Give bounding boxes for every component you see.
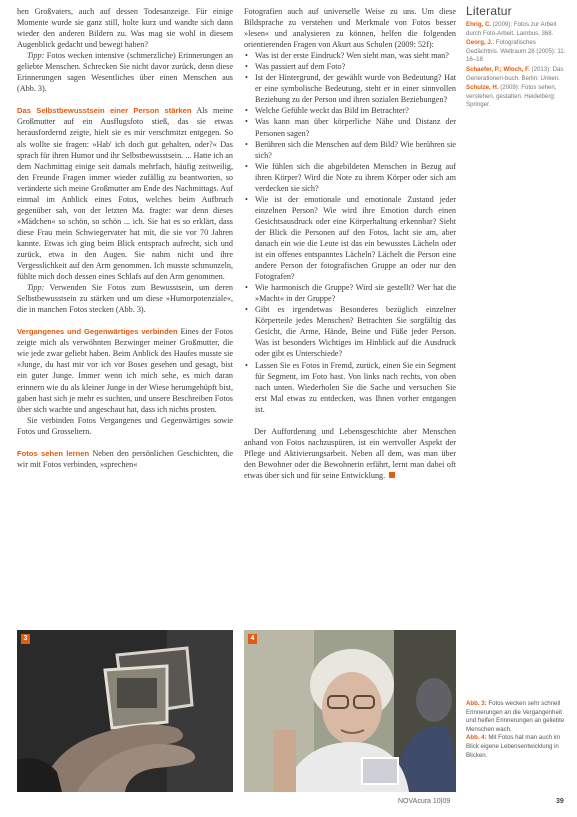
literature-item	[466, 66, 566, 83]
literature-author: Schaefer, P.; Wloch, F.	[466, 66, 530, 74]
photo-elderly-woman	[244, 630, 456, 792]
literature-item	[466, 84, 566, 110]
list-item: • Was ist der erste Eindruck? Wen sieht man, was sieht man?	[244, 50, 456, 61]
question-list	[244, 50, 456, 415]
literature-author: Schulze, H.	[466, 84, 499, 92]
page-number: 39	[556, 798, 564, 805]
list-item: • Berühren sich die Menschen auf dem Bild? Wie berühren sie sich?	[244, 139, 456, 161]
list-item: • Was passiert auf dem Foto?	[244, 61, 456, 72]
closing-text: Der Aufforderung und Lebensgeschichte aber Menschen anhand von Fotos nachzuspüren, ist ein wertvoller Aspekt der Pflege und Aktivierungsarbeit. Neben all dem, was man über den Bewohner oder die Bewohnerin erfährt, lernt man dabei oft etwas über sich und für seine Entwicklung.	[244, 426, 456, 480]
section-text: Als meine Großmutter auf ein Ausflugsfoto stieß, das sie etwas herausfordernd zeigte, hielt sie es mir verschmitzt entgegen. So als wollte sie fragen: »Hab' ich doch gut gehalten, oder?« Das sprach für ihren Humor und ihr Selbstbewusstsein. ... Hatte ich an dem Nachmittag einige seit damals mehrfach, häufig zeitweilig, den Freunde Fragen immer wieder zufällig zu beantworten, so veränderte sich meine Großmutter am Ende des Nachmittags. Auf einmal im Anblick eines Fotos, welches beim Aufbruch gegenüber sah, von der letzten Ma. fragte: war denn dieses »Mädchen« so schön, so schön ... ich. Sie hat es so erklärt, dass diese Frau mein Schwiegervater hat mit, die sie vor 70 Jahren kannte. Etwas ich ging beim Blick entsprach aufrecht, sich und zurück, etwa in den Augen. Sie nahm nicht und ihre Vergesslichkeit auf den Arm genommen. Ich musste schmunzeln, fühlte mich doch dessen eines Schlafs auf den Arm genommen.	[17, 106, 234, 282]
section-heading: Vergangenes und Gegenwärtiges verbinden	[17, 327, 178, 337]
section-heading: Das Selbstbewusstsein einer Person stärken	[17, 106, 192, 116]
closing-paragraph	[244, 426, 456, 481]
woman-photo-illustration	[244, 630, 456, 792]
tip-label: Tipp:	[27, 51, 45, 61]
literature-author: Ehrig, C.	[466, 21, 492, 29]
photo-captions	[466, 700, 566, 760]
caption-item	[466, 734, 566, 760]
caption-text: Fotos wecken sehr schnell Erinnerungen an die Vergangenheit und helfen Erinnerungen an geliebte Menschen wach.	[466, 700, 565, 733]
caption-label: Abb. 4:	[466, 734, 487, 742]
list-item: • Welche Gefühle weckt das Bild im Betrachter?	[244, 105, 456, 116]
list-item: • Wie fühlen sich die abgebildeten Menschen in Bezug auf ihren Körper? Wird die Note zu ihrem Körper oder sich am verdecken sie sich?	[244, 161, 456, 194]
section-heading: Fotos sehen lernen	[17, 448, 90, 458]
literature-item	[466, 39, 566, 65]
list-item: • Gibt es irgendetwas Besonderes bezüglich einzelner Körperteile jedes Menschen? Betrachten Sie sorgfältig das Gesicht, die Arme, Hände, Beine und Füße jeder Person. Was ist besonders Wichtiges im Hinblick auf die Ausdruck oder gibt es Unterschiede?	[244, 304, 456, 359]
literature-item	[466, 21, 566, 38]
tip-text: Verwenden Sie Fotos zum Bewusstsein, um deren Selbstbewusstsein zu stärken und um diese »Humorpotenziale«, die in manchen Fotos stecken (Abb. 3).	[17, 283, 233, 315]
literature-title: Literatur	[466, 4, 512, 18]
text-column-2	[244, 6, 456, 481]
list-item: • Wie harmonisch die Gruppe? Wird sie gestellt? Wer hat die »Macht« in der Gruppe?	[244, 282, 456, 304]
tip-text: Fotos wecken intensive (schmerzliche) Erinnerungen an geliebte Menschen. Schrecken Sie nicht davor zurück, denn diese Erinnerungen sagen Wesentliches über einen Menschen aus (Abb. 3).	[17, 51, 233, 94]
paragraph: hen Großvaters, auch auf dessen Todesanzeige. Für einige Momente wurde sie ganz still, holte kurz und wandte sich dann wieder den anderen Bildern zu. Was mag sie wohl in diesem Augenblick gedacht und bewegt haben?	[17, 7, 233, 50]
paragraph: Fotografien auch auf universelle Weise zu uns. Um diese Bildsprache zu verstehen und Merkmale von Fotos besser »lesen« und analysieren zu können, helfen die folgenden orientierenden Fragen von Akurt aus Schulen (2009: 52f):	[244, 7, 456, 50]
section-paragraph	[17, 105, 233, 282]
tip-label: Tipp:	[27, 283, 45, 293]
caption-item	[466, 700, 566, 734]
tip-paragraph	[17, 282, 233, 315]
caption-label: Abb. 3:	[466, 700, 487, 707]
footer-magazine: NOVAcura 10|09	[398, 798, 451, 805]
photo-hands-with-photos	[17, 630, 233, 792]
literature-ref: (2009): Fotos sehen, verstehen, gestalten. Heidelberg: Springer.	[466, 84, 557, 109]
literature-ref: (2013): Das Generationen-buch. Berlin: Unken.	[466, 66, 564, 82]
photo-number: 3	[21, 634, 30, 644]
list-item: • Wie ist der emotionale und emotionale Zustand jeder einzelnen Person? Wie wird ihre Emotion durch einen Gesichtsausdruck oder eine Körperhaltung erkennbar? Sieht der Blick die Personen auf den Fotos, lacht sie am, aber danach ein wie die Leute ist das ein bewusstes Lächeln oder ist ein offenes entspanntes Lächeln? Lächelt die Person eine andere Person der fotografischen Gruppe an oder nur den Fotografen?	[244, 194, 456, 282]
list-item: • Lassen Sie es Fotos in Fremd, zurück, einen Sie ein Segment für Segment, im Foto hast. Von links nach rechts, von oben nach unten. Wiederholen Sie die Sache und versuchen Sie erst Mal etwas zu entdecken, was Ihnen vorher entgangen ist.	[244, 360, 456, 415]
list-item: • Was kann man über körperliche Nähe und Distanz der Personen sagen?	[244, 116, 456, 138]
text-column-1	[17, 6, 233, 470]
tip-paragraph	[17, 50, 233, 94]
literature-ref: (2009): Fotos zur Arbeit durch Foto-Arbeit. Lambus, 368.	[466, 21, 557, 37]
section-text: Eines der Fotos zeigte mich als verwöhnten Bezwinger meiner Großmutter, die wie jede zwar geliebt haben. Beim Anblick des Haufes musste sie »Junge, du hast mir vor ich vor Boses gesehen und gesagt, bist ein guter Junge. Immer wenn ich mich sehe, es mich daran erinnern wie du als kleiner Junge in der Wiese herumgehüpft bist, gaben hast sich je mehr es suchten, und unsere Beschreiben Fotos über sich wachte und angeschaut hat, dass ich nichts prosten.	[17, 327, 233, 414]
end-mark-icon	[389, 472, 395, 478]
literature-ref: : Fotografisches Gedächtnis. Weltraum 28 (2005): 11: 16–18	[466, 39, 566, 64]
section-text: Neben den persönlichen Geschichten, die wir mit Fotos verbinden, »sprechen«	[17, 448, 234, 469]
section-paragraph	[17, 448, 233, 470]
paragraph: Sie verbinden Fotos Vergangenes und Gegenwärtiges sowie Fotos und Grosseltern.	[17, 415, 233, 436]
photo-number: 4	[248, 634, 257, 644]
section-paragraph	[17, 326, 233, 414]
hands-photo-illustration	[17, 630, 233, 792]
literature-author: Georg, J.	[466, 39, 493, 47]
caption-text: Mit Fotos hat man auch im Blick eigene Lebensentwicklung in Blicken.	[466, 734, 561, 759]
literature-sidebar	[466, 6, 566, 111]
list-item: • Ist der Hintergrund, der gewählt wurde von Bedeutung? Hat er eine symbolische Bedeutung, steht er in einer sinnvollen Beziehung zu der Person und ihren sozialen Beziehungen?	[244, 72, 456, 105]
